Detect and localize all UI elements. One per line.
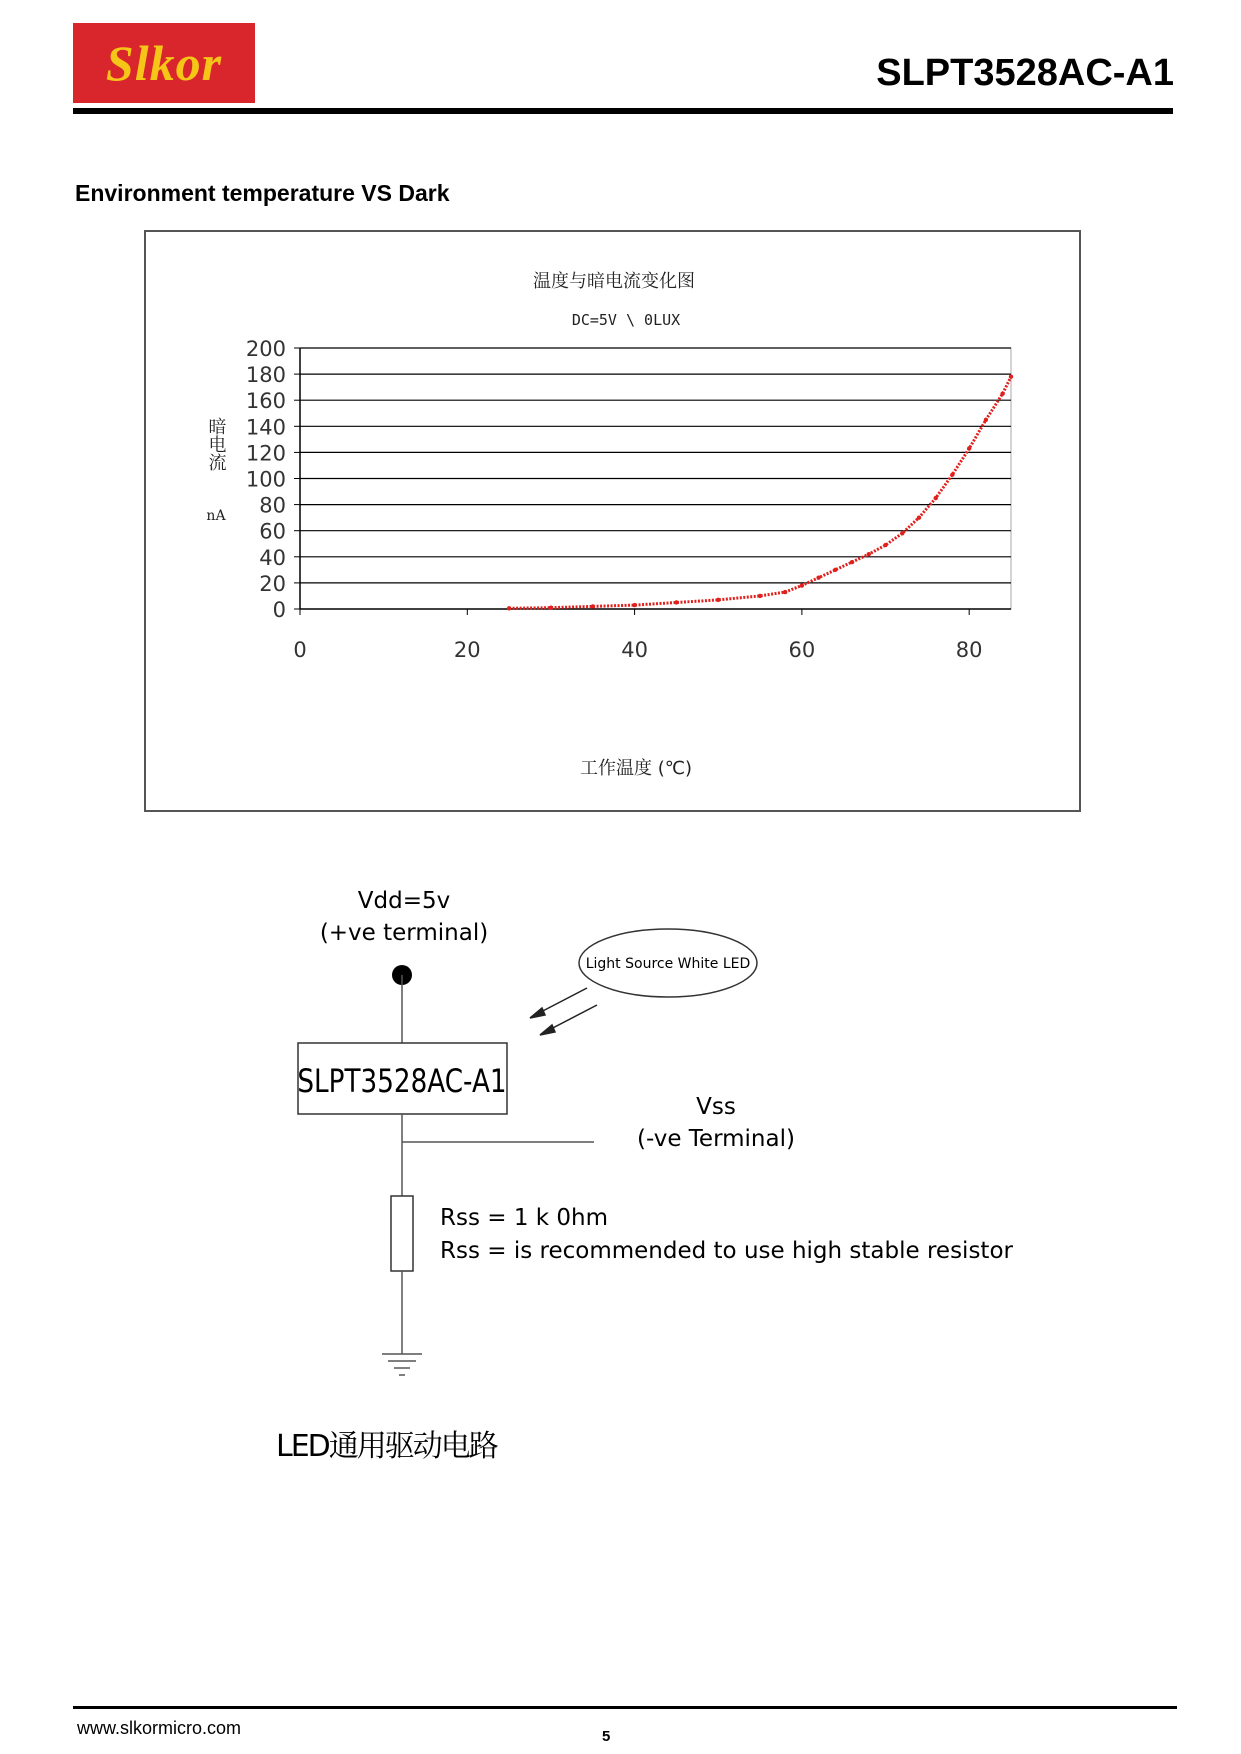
document-title: SLPT3528AC-A1 (876, 52, 1174, 94)
data-point (591, 604, 595, 608)
data-point (1009, 375, 1013, 379)
y-tick-label: 0 (272, 598, 286, 622)
data-point (900, 531, 904, 535)
chart-subtitle: DC=5V \ 0LUX (571, 311, 681, 329)
x-tick-label: 40 (621, 638, 648, 662)
data-point (883, 543, 887, 547)
chart-frame (144, 230, 1081, 812)
data-point (800, 583, 804, 587)
circuit-caption: LED通用驱动电路 (276, 1429, 497, 1464)
data-point (950, 472, 954, 476)
y-tick-label: 140 (245, 415, 286, 440)
chart-gridlines (300, 348, 1011, 609)
data-point (507, 606, 511, 610)
x-tick-label: 20 (453, 638, 481, 662)
light-arrows-icon (530, 988, 597, 1035)
footer-url: www.slkormicro.com (77, 1718, 242, 1738)
x-tick-label: 60 (788, 638, 816, 662)
data-point (984, 418, 988, 422)
light-source-label: Light Source White LED (585, 956, 751, 972)
company-logo (73, 23, 255, 103)
data-point (549, 605, 553, 609)
y-tick-label: 180 (245, 363, 286, 388)
data-point (632, 603, 636, 607)
data-point (934, 496, 938, 500)
data-point (917, 515, 921, 519)
vss-label: Vss (696, 1094, 736, 1120)
ground-icon (382, 1354, 422, 1375)
data-point (758, 594, 762, 598)
data-point (783, 590, 787, 594)
data-point (716, 598, 720, 602)
data-point (674, 600, 678, 604)
y-axis-unit: nA (206, 508, 226, 524)
x-tick-label: 0 (293, 638, 307, 662)
resistor-rss (391, 1196, 413, 1271)
y-tick-label: 20 (259, 571, 286, 596)
y-axis-label: 暗电流 (205, 417, 227, 471)
data-point (850, 560, 854, 564)
rss-note-label: Rss = is recommended to use high stable resistor (440, 1238, 1013, 1264)
data-point (967, 446, 971, 450)
vdd-terminal-label: (+ve terminal) (319, 920, 489, 946)
data-point (833, 568, 837, 572)
vss-terminal-label: (-ve Terminal) (637, 1126, 795, 1152)
data-point (816, 575, 820, 579)
section-title: Environment temperature VS Dark (75, 180, 450, 206)
page-number: 5 (602, 1728, 611, 1745)
chart-title: 温度与暗电流变化图 (533, 271, 695, 292)
logo-text: Slkor (105, 35, 223, 91)
y-tick-label: 100 (245, 467, 286, 492)
y-tick-label: 200 (245, 337, 286, 361)
y-tick-label: 60 (259, 519, 286, 544)
data-point (867, 552, 871, 556)
y-tick-label: 80 (259, 493, 286, 518)
led-drive-circuit (0, 860, 1241, 1480)
header-divider (73, 108, 1173, 114)
part-label: SLPT3528AC-A1 (297, 1062, 507, 1100)
footer-divider (73, 1706, 1177, 1709)
y-tick-label: 160 (245, 389, 286, 414)
data-point (1000, 391, 1004, 395)
y-tick-label: 40 (259, 545, 286, 570)
x-tick-label: 80 (955, 638, 983, 662)
y-tick-label: 120 (245, 441, 286, 466)
x-axis-label: 工作温度 (℃) (580, 758, 692, 779)
rss-value-label: Rss = 1 k 0hm (440, 1205, 609, 1231)
dark-current-chart (146, 232, 1079, 810)
vdd-label: Vdd=5v (357, 888, 451, 914)
